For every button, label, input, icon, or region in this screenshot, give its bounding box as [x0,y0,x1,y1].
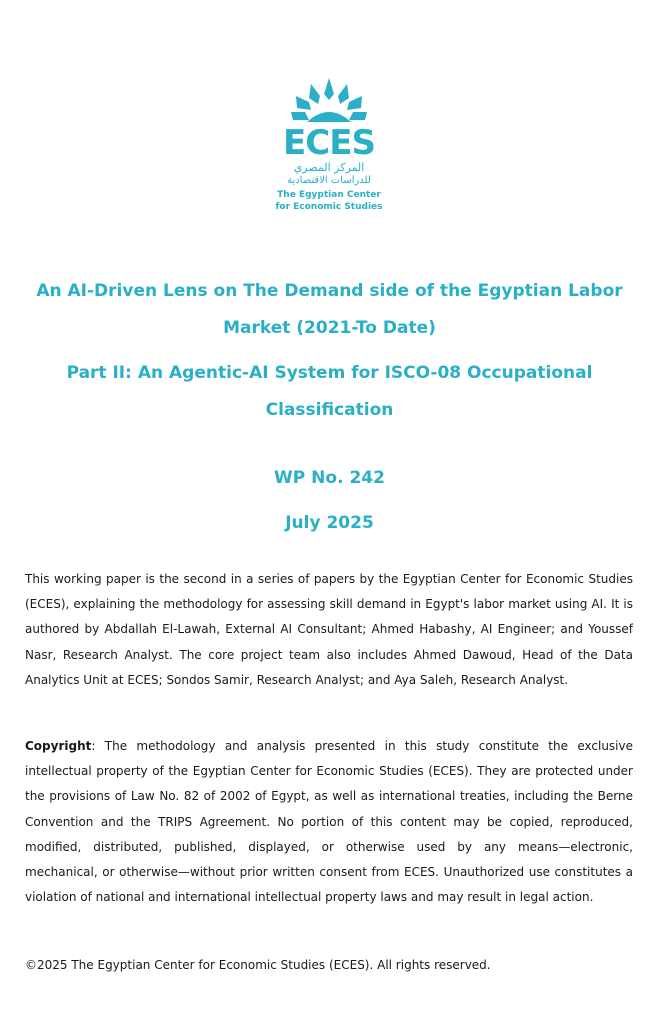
paper-subtitle: Part II: An Agentic-AI System for ISCO-08 Occupational Classification [66,363,593,420]
copyright-label: Copyright [25,739,92,753]
logo-english-line-1: The Egyptian Center [277,190,381,200]
logo-arabic-line-1: المركز المصري [293,161,365,174]
logo-arabic-line-2: للدراسات الاقتصادية [287,175,371,186]
logo-english-line-2: for Economic Studies [275,202,383,212]
rights-statement: ©2025 The Egyptian Center for Economic Studies (ECES). All rights reserved. [25,958,491,972]
logo-acronym: ECES [283,123,375,163]
copyright-text: : The methodology and analysis presented in this study constitute the exclusive intellectual property of the Egyptian Center for Economic Studies (ECES). They are protected under the provisions of Law No. 82 of 2002 of Egypt, as well as international treaties, including the Berne Convention and the TRIPS Agreement. No portion of this content may be copied, reproduced, modified, distributed, published, displayed, or otherwise used by any means—electronic, mechanical, or otherwise—without prior written consent from ECES. Unauthorized use constitutes a violation of national and international intellectual property laws and may result in legal action. [25,739,633,905]
copyright-paragraph [25,734,633,910]
working-paper-number: WP No. 242 [274,468,385,488]
intro-paragraph: This working paper is the second in a series of papers by the Egyptian Center for Economic Studies (ECES), explaining the methodology for assessing skill demand in Egypt's labor market using AI. It is authored by Abdallah El-Lawah, External AI Consultant; Ahmed Habashy, AI Engineer; and Youssef Nasr, Research Analyst. The core project team also includes Ahmed Dawoud, Head of the Data Analytics Unit at ECES; Sondos Samir, Research Analyst; and Aya Saleh, Research Analyst. [25,572,633,687]
eces-logo [270,76,388,212]
paper-title: An AI-Driven Lens on The Demand side of the Egyptian Labor Market (2021-To Date) [36,281,623,338]
star-crown-icon [289,76,369,126]
publication-date: July 2025 [285,513,374,533]
